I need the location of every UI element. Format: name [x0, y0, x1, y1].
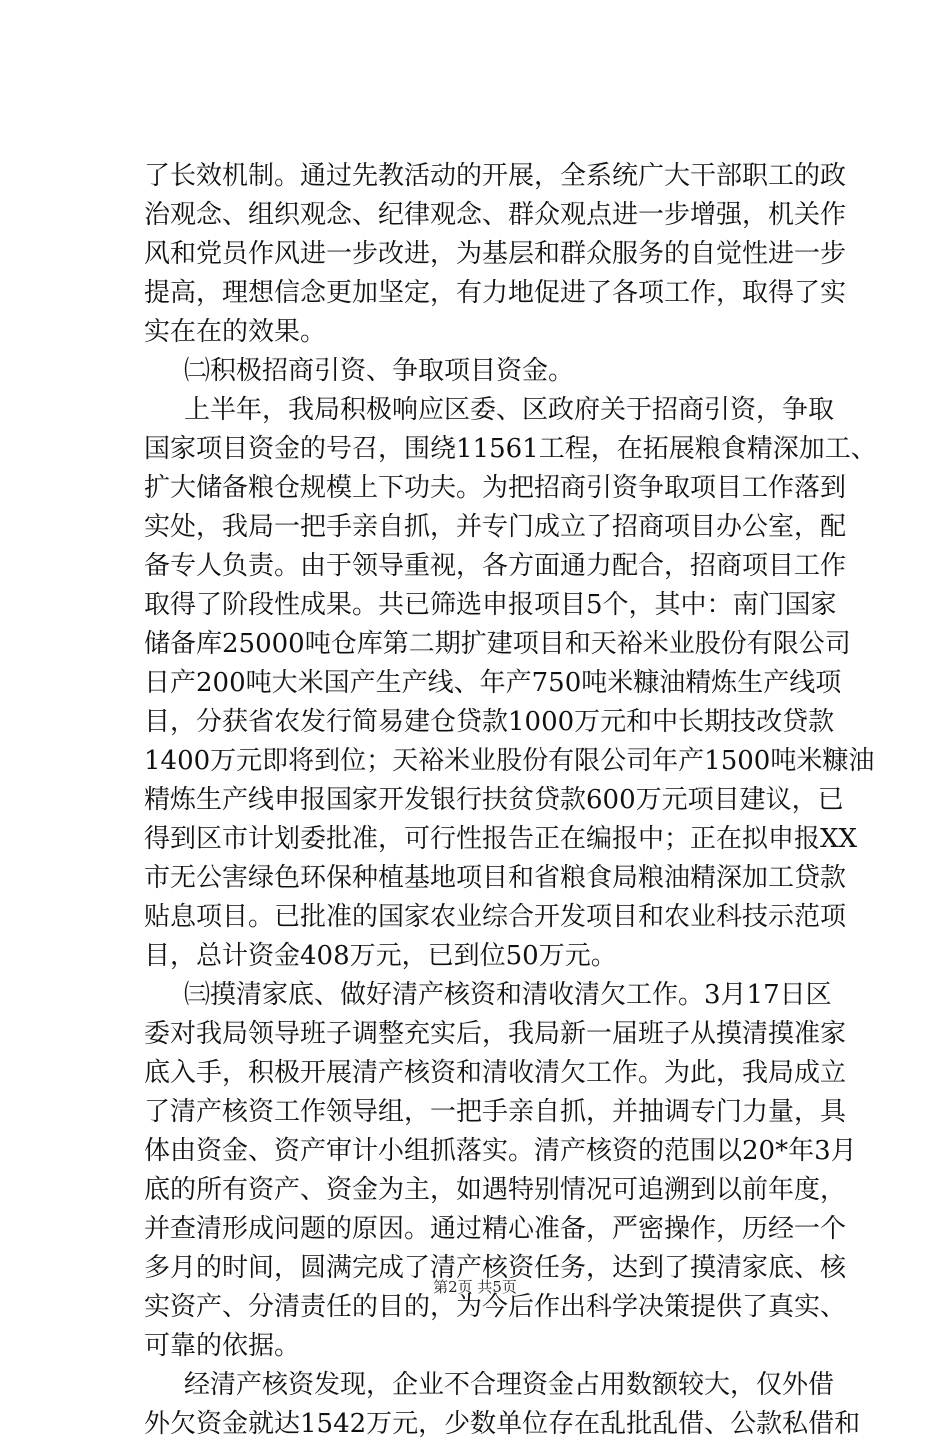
text-line: 体由资金、资产审计小组抓落实。清产核资的范围以20*年3月 [144, 1136, 857, 1166]
text-line: 实资产、分清责任的目的，为今后作出科学决策提供了真实、 [144, 1292, 847, 1322]
text-line: 委对我局领导班子调整充实后，我局新一届班子从摸清摸准家 [144, 1019, 847, 1049]
text-line: 取得了阶段性成果。共已筛选申报项目5个，其中：南门国家 [144, 590, 837, 620]
document-body [144, 157, 877, 1444]
text-line: 储备库25000吨仓库第二期扩建项目和天裕米业股份有限公司 [144, 629, 851, 659]
text-line: 目，总计资金408万元，已到位50万元。 [144, 941, 617, 971]
text-line: 实处，我局一把手亲自抓，并专门成立了招商项目办公室，配 [144, 512, 847, 542]
text-line: 市无公害绿色环保种植基地项目和省粮食局粮油精深加工贷款 [144, 863, 847, 893]
page-number-footer: 第2页 共5页 [433, 1278, 517, 1296]
text-line: 了清产核资工作领导组，一把手亲自抓，并抽调专门力量，具 [144, 1097, 847, 1127]
text-line: 日产200吨大米国产生产线、年产750吨米糠油精炼生产线项 [144, 668, 842, 698]
text-line: 治观念、组织观念、纪律观念、群众观点进一步增强，机关作 [144, 200, 847, 230]
text-line: 底的所有资产、资金为主，如遇特别情况可追溯到以前年度， [144, 1175, 847, 1205]
text-line: 提高，理想信念更加坚定，有力地促进了各项工作，取得了实 [144, 278, 847, 308]
text-line: 1400万元即将到位；天裕米业股份有限公司年产1500吨米糠油 [144, 746, 875, 776]
text-line: 上半年，我局积极响应区委、区政府关于招商引资，争取 [184, 395, 835, 425]
text-line: 目，分获省农发行简易建仓贷款1000万元和中长期技改贷款 [144, 707, 835, 737]
text-line: 了长效机制。通过先教活动的开展，全系统广大干部职工的政 [144, 161, 847, 191]
text-line: 得到区市计划委批准，可行性报告正在编报中；正在拟申报XX [144, 824, 858, 854]
text-line: 可靠的依据。 [144, 1331, 301, 1361]
section-heading: ㈡积极招商引资、争取项目资金。 [184, 356, 575, 386]
text-line: 扩大储备粮仓规模上下功夫。为把招商引资争取项目工作落到 [144, 473, 847, 503]
text-line: 实在在的效果。 [144, 317, 327, 347]
text-line: 风和党员作风进一步改进，为基层和群众服务的自觉性进一步 [144, 239, 847, 269]
text-line: 贴息项目。已批准的国家农业综合开发项目和农业科技示范项 [144, 902, 847, 932]
text-line: 国家项目资金的号召，围绕11561工程，在拓展粮食精深加工、 [144, 434, 877, 464]
text-line: 并查清形成问题的原因。通过精心准备，严密操作，历经一个 [144, 1214, 847, 1244]
text-line: 外欠资金就达1542万元，少数单位存在乱批乱借、公款私借和 [144, 1409, 861, 1439]
text-line: 底入手，积极开展清产核资和清收清欠工作。为此，我局成立 [144, 1058, 847, 1088]
section-heading: ㈢摸清家底、做好清产核资和清收清欠工作。3月17日区 [184, 980, 832, 1010]
text-line: 备专人负责。由于领导重视，各方面通力配合，招商项目工作 [144, 551, 847, 581]
text-line: 多月的时间，圆满完成了清产核资任务，达到了摸清家底、核 [144, 1253, 847, 1283]
text-line: 经清产核资发现，企业不合理资金占用数额较大，仅外借 [184, 1370, 835, 1400]
text-line: 精炼生产线申报国家开发银行扶贫贷款600万元项目建议，已 [144, 785, 844, 815]
